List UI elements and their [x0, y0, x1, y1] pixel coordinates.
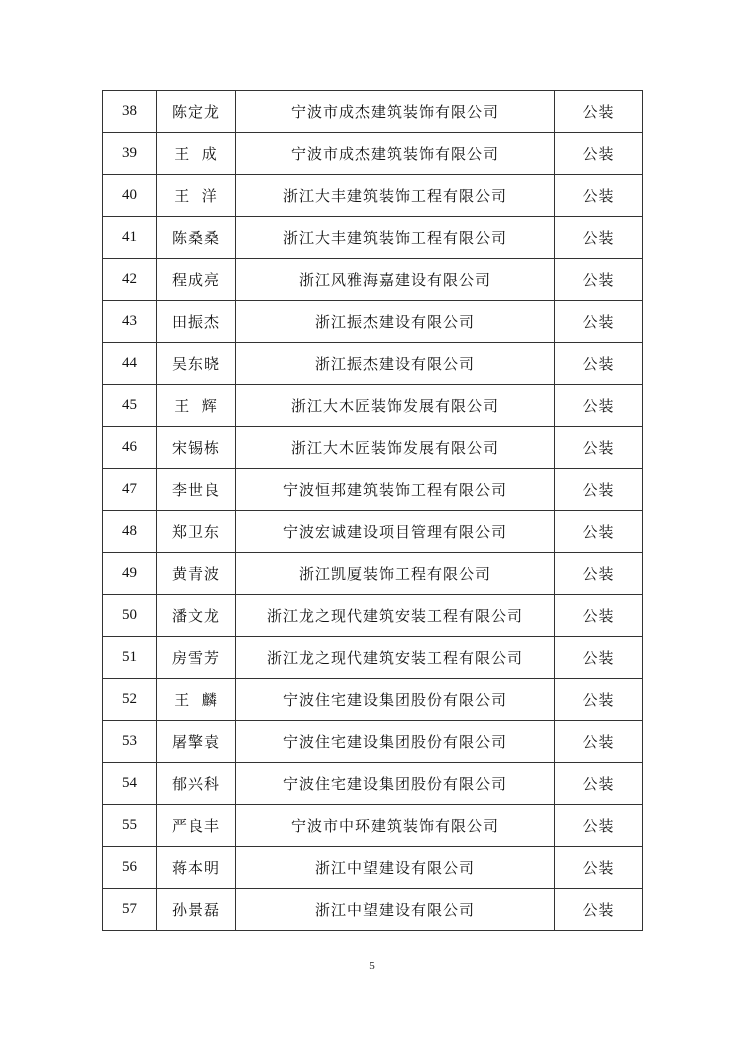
company-name-cell: 浙江龙之现代建筑安装工程有限公司: [236, 637, 555, 679]
person-name-cell: 宋锡栋: [157, 427, 236, 469]
company-name-cell: 宁波住宅建设集团股份有限公司: [236, 679, 555, 721]
person-name-cell: 王 辉: [157, 385, 236, 427]
person-name-cell: 王 麟: [157, 679, 236, 721]
company-name-cell: 宁波恒邦建筑装饰工程有限公司: [236, 469, 555, 511]
category-cell: 公装: [555, 847, 643, 889]
company-name-cell: 宁波住宅建设集团股份有限公司: [236, 721, 555, 763]
row-number-cell: 56: [103, 847, 157, 889]
table-row: [103, 427, 643, 469]
table-row: [103, 259, 643, 301]
category-cell: 公装: [555, 427, 643, 469]
page-number: 5: [369, 960, 375, 972]
person-name-cell: 王 成: [157, 133, 236, 175]
table-row: [103, 763, 643, 805]
table-row: [103, 805, 643, 847]
category-cell: 公装: [555, 805, 643, 847]
person-name-cell: 严良丰: [157, 805, 236, 847]
category-cell: 公装: [555, 133, 643, 175]
table-row: [103, 175, 643, 217]
row-number-cell: 40: [103, 175, 157, 217]
person-name-cell: 郑卫东: [157, 511, 236, 553]
table-row: [103, 217, 643, 259]
row-number-cell: 49: [103, 553, 157, 595]
table-row: [103, 553, 643, 595]
category-cell: 公装: [555, 889, 643, 931]
category-cell: 公装: [555, 217, 643, 259]
category-cell: 公装: [555, 721, 643, 763]
category-cell: 公装: [555, 553, 643, 595]
company-name-cell: 宁波市中环建筑装饰有限公司: [236, 805, 555, 847]
row-number-cell: 52: [103, 679, 157, 721]
category-cell: 公装: [555, 175, 643, 217]
company-name-cell: 浙江风雅海嘉建设有限公司: [236, 259, 555, 301]
person-name-cell: 孙景磊: [157, 889, 236, 931]
company-name-cell: 浙江大木匠装饰发展有限公司: [236, 385, 555, 427]
company-name-cell: 浙江大木匠装饰发展有限公司: [236, 427, 555, 469]
table-row: [103, 637, 643, 679]
table-row: [103, 91, 643, 133]
company-name-cell: 宁波市成杰建筑装饰有限公司: [236, 91, 555, 133]
person-name-cell: 蒋本明: [157, 847, 236, 889]
registry-table-body: [103, 91, 643, 931]
row-number-cell: 53: [103, 721, 157, 763]
row-number-cell: 50: [103, 595, 157, 637]
category-cell: 公装: [555, 637, 643, 679]
company-name-cell: 浙江中望建设有限公司: [236, 889, 555, 931]
person-name-cell: 陈桑桑: [157, 217, 236, 259]
table-row: [103, 595, 643, 637]
company-name-cell: 浙江振杰建设有限公司: [236, 343, 555, 385]
category-cell: 公装: [555, 511, 643, 553]
person-name-cell: 黄青波: [157, 553, 236, 595]
company-name-cell: 浙江凯厦装饰工程有限公司: [236, 553, 555, 595]
company-name-cell: 浙江大丰建筑装饰工程有限公司: [236, 217, 555, 259]
person-name-cell: 田振杰: [157, 301, 236, 343]
row-number-cell: 57: [103, 889, 157, 931]
person-name-cell: 程成亮: [157, 259, 236, 301]
company-name-cell: 宁波市成杰建筑装饰有限公司: [236, 133, 555, 175]
category-cell: 公装: [555, 385, 643, 427]
row-number-cell: 45: [103, 385, 157, 427]
row-number-cell: 55: [103, 805, 157, 847]
person-name-cell: 王 洋: [157, 175, 236, 217]
person-name-cell: 李世良: [157, 469, 236, 511]
row-number-cell: 43: [103, 301, 157, 343]
table-row: [103, 847, 643, 889]
table-row: [103, 469, 643, 511]
category-cell: 公装: [555, 595, 643, 637]
table-row: [103, 511, 643, 553]
row-number-cell: 42: [103, 259, 157, 301]
company-name-cell: 浙江中望建设有限公司: [236, 847, 555, 889]
table-row: [103, 301, 643, 343]
table-row: [103, 343, 643, 385]
table-row: [103, 721, 643, 763]
category-cell: 公装: [555, 301, 643, 343]
registry-table: [102, 90, 643, 931]
company-name-cell: 浙江大丰建筑装饰工程有限公司: [236, 175, 555, 217]
row-number-cell: 39: [103, 133, 157, 175]
row-number-cell: 41: [103, 217, 157, 259]
company-name-cell: 宁波住宅建设集团股份有限公司: [236, 763, 555, 805]
row-number-cell: 54: [103, 763, 157, 805]
category-cell: 公装: [555, 259, 643, 301]
person-name-cell: 郁兴科: [157, 763, 236, 805]
category-cell: 公装: [555, 469, 643, 511]
row-number-cell: 46: [103, 427, 157, 469]
person-name-cell: 房雪芳: [157, 637, 236, 679]
table-row: [103, 385, 643, 427]
company-name-cell: 浙江振杰建设有限公司: [236, 301, 555, 343]
category-cell: 公装: [555, 763, 643, 805]
category-cell: 公装: [555, 91, 643, 133]
row-number-cell: 47: [103, 469, 157, 511]
table-row: [103, 679, 643, 721]
company-name-cell: 浙江龙之现代建筑安装工程有限公司: [236, 595, 555, 637]
row-number-cell: 44: [103, 343, 157, 385]
row-number-cell: 38: [103, 91, 157, 133]
table-row: [103, 133, 643, 175]
table-row: [103, 889, 643, 931]
row-number-cell: 51: [103, 637, 157, 679]
person-name-cell: 潘文龙: [157, 595, 236, 637]
person-name-cell: 吴东晓: [157, 343, 236, 385]
category-cell: 公装: [555, 343, 643, 385]
person-name-cell: 屠擎袁: [157, 721, 236, 763]
category-cell: 公装: [555, 679, 643, 721]
company-name-cell: 宁波宏诚建设项目管理有限公司: [236, 511, 555, 553]
person-name-cell: 陈定龙: [157, 91, 236, 133]
row-number-cell: 48: [103, 511, 157, 553]
